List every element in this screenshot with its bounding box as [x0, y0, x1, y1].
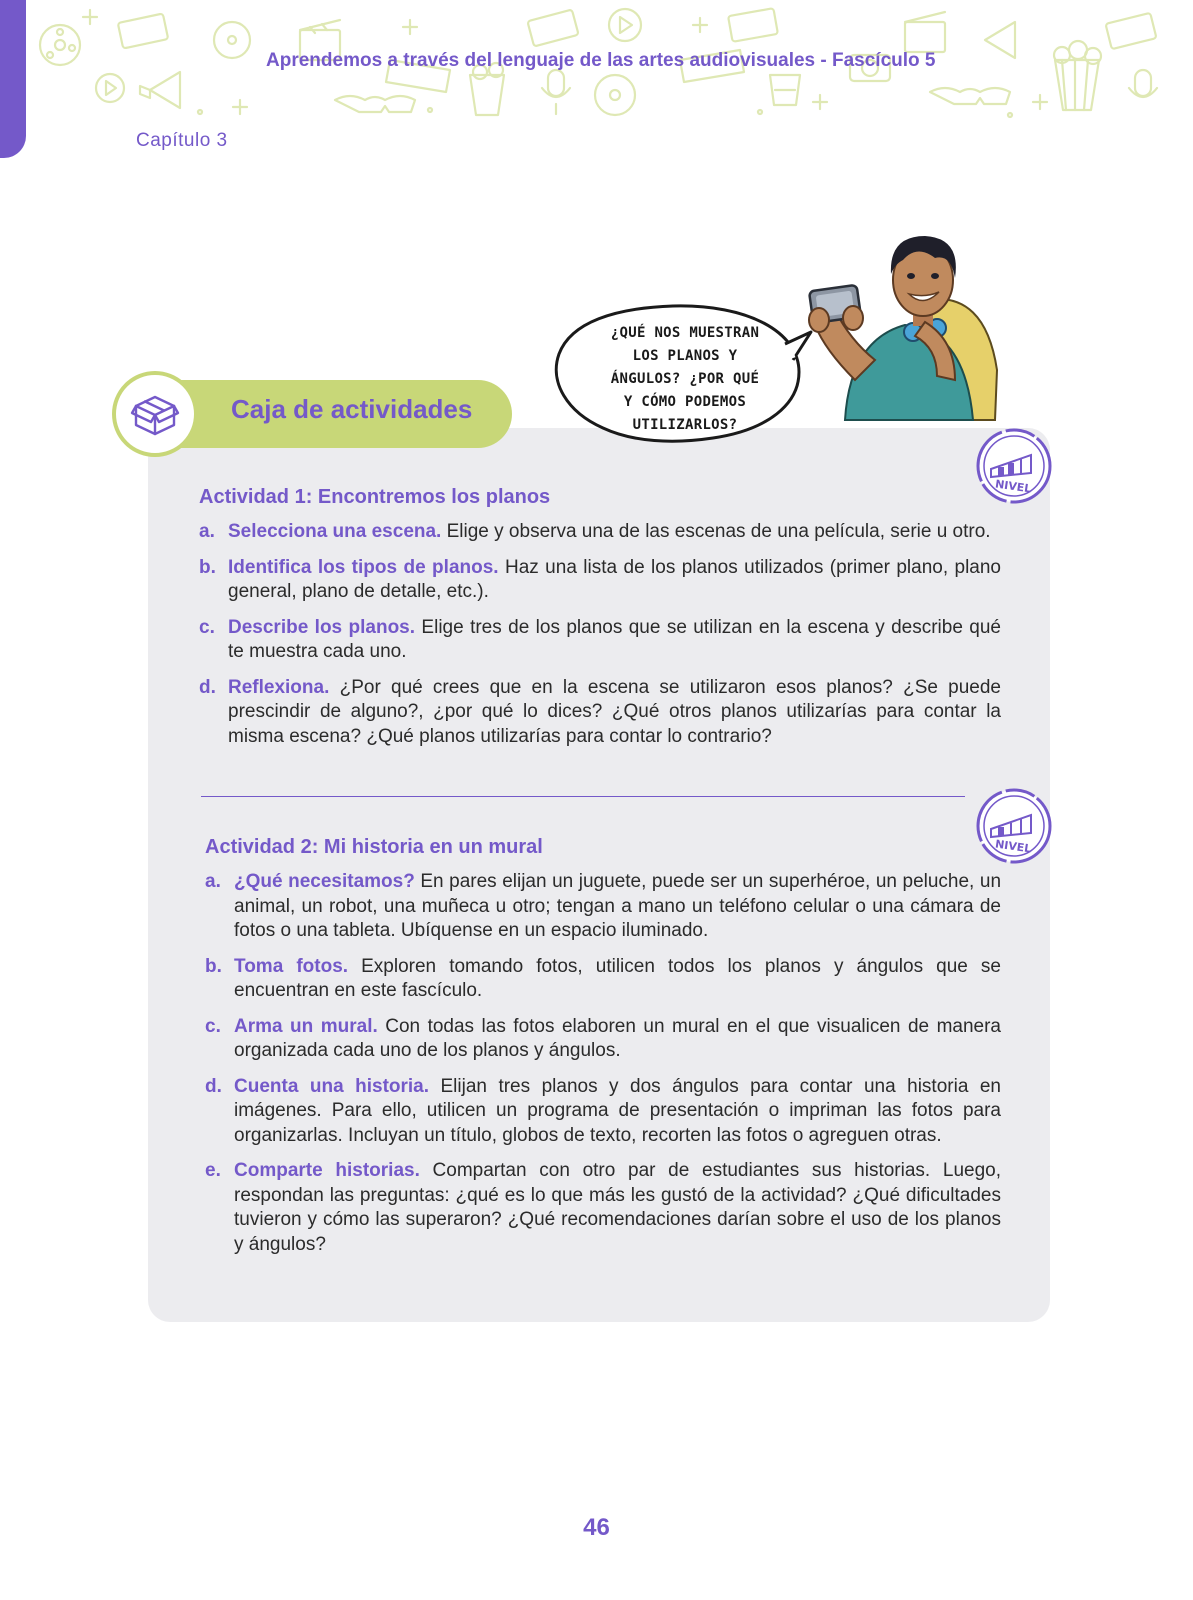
item-text: Elige y observa una de las escenas de una película, serie u otro.	[441, 521, 991, 542]
item-text: Elijan tres planos y dos ángulos para contar una historia en imágenes. Para ello, utilicen un programa de presentación o impriman las fotos para organizarlas. Incluyan un título, globos de texto, recorten las fotos o agreguen otras.	[234, 1075, 1001, 1146]
level-stamp-label: NIVEL	[994, 477, 1033, 496]
open-box-icon	[130, 389, 180, 439]
item-text: ¿Por qué crees que en la escena se utilizaron esos planos? ¿Se puede prescindir de alguno?, ¿por qué lo dices? ¿Qué otros planos utilizarías para contar la misma escena? ¿Qué planos utilizarías para contar lo contrario?	[228, 676, 1001, 747]
item-letter: d.	[205, 1075, 222, 1097]
item-body	[228, 616, 1001, 665]
bubble-line: Y CÓMO PODEMOS	[623, 394, 747, 410]
item-lead: ¿Qué necesitamos?	[234, 871, 415, 892]
activity-divider	[201, 796, 965, 797]
activity-1-item-b	[199, 556, 1001, 605]
item-letter: a.	[199, 521, 215, 542]
item-body	[234, 1159, 1001, 1257]
chapter-side-tab	[0, 0, 26, 158]
item-text: Elige tres de los planos que se utilizan en la escena y describe qué te muestra cada uno.	[228, 616, 1001, 662]
item-lead: Reflexiona.	[228, 676, 330, 698]
item-text: En pares elijan un juguete, puede ser un superhéroe, un peluche, un animal, un robot, una muñeca u otro; tengan a mano un teléfono celular o una cámara de fotos o una tableta. Ubíquense en un espacio iluminado.	[234, 871, 1002, 941]
item-lead: Identifica los tipos de planos.	[228, 556, 499, 578]
item-body	[234, 955, 1001, 1004]
item-letter: a.	[205, 871, 221, 892]
bubble-line: UTILIZARLOS?	[632, 417, 738, 433]
activity-2-item-e	[205, 1159, 1001, 1257]
bubble-line: ÁNGULOS? ¿POR QUÉ	[610, 371, 760, 387]
page-number: 46	[583, 1514, 610, 1541]
item-body	[234, 870, 1001, 944]
chapter-label: Capítulo 3	[136, 130, 228, 151]
activity-1-item-a	[199, 520, 1001, 545]
item-lead: Toma fotos.	[234, 955, 349, 977]
item-letter: d.	[199, 676, 216, 698]
kid-with-tablet-illustration	[805, 230, 1005, 435]
item-lead: Arma un mural.	[234, 1015, 378, 1037]
item-lead: Cuenta una historia.	[234, 1075, 430, 1097]
activity-2	[205, 836, 1001, 1268]
caja-badge	[112, 371, 198, 457]
level-stamp-label: NIVEL	[994, 837, 1033, 856]
item-letter: e.	[205, 1160, 221, 1181]
item-lead: Describe los planos.	[228, 616, 416, 638]
item-lead: Selecciona una escena.	[228, 521, 442, 542]
activity-2-item-b	[205, 955, 1001, 1004]
activity-1-item-d	[199, 676, 1001, 750]
item-body	[228, 676, 1001, 750]
activity-1	[199, 486, 1001, 760]
running-title: Aprendemos a través del lenguaje de las artes audiovisuales - Fascículo 5	[266, 50, 936, 71]
caja-title: Caja de actividades	[231, 394, 473, 424]
activity-2-item-c	[205, 1015, 1001, 1064]
item-lead: Comparte historias.	[234, 1160, 420, 1181]
item-body	[228, 520, 1001, 545]
kid-illustration-icon	[805, 230, 1005, 430]
item-letter: c.	[205, 1015, 221, 1037]
activity-1-title: Actividad 1: Encontremos los planos	[199, 486, 551, 508]
bubble-line: ¿QUÉ NOS MUESTRAN	[610, 325, 760, 341]
activity-2-title: Actividad 2: Mi historia en un mural	[205, 836, 543, 858]
item-letter: b.	[205, 955, 222, 977]
item-body	[234, 1015, 1001, 1064]
bubble-line: LOS PLANOS Y	[632, 348, 738, 364]
item-text: Exploren tomando fotos, utilicen todos los planos y ángulos que se encuentran en este fascículo.	[234, 955, 1001, 1001]
item-text: Compartan con otro par de estudiantes sus historias. Luego, respondan las preguntas: ¿qué es lo que más les gustó de la actividad? ¿Qué dificultades tuvieron y cómo las superaron? ¿Qué recomendaciones darían sobre el uso de los planos y ángulos?	[234, 1160, 1001, 1255]
activity-1-item-c	[199, 616, 1001, 665]
item-body	[228, 556, 1001, 605]
item-text: Con todas las fotos elaboren un mural en el que visualicen de manera organizada cada uno de los planos y ángulos.	[234, 1015, 1001, 1061]
item-letter: b.	[199, 556, 216, 578]
speech-bubble-text	[580, 322, 790, 437]
activity-2-item-d	[205, 1075, 1001, 1149]
activity-2-item-a	[205, 870, 1001, 944]
item-body	[234, 1075, 1001, 1149]
item-text: Haz una lista de los planos utilizados (primer plano, plano general, plano de detalle, etc.).	[228, 556, 1002, 602]
item-letter: c.	[199, 616, 215, 638]
